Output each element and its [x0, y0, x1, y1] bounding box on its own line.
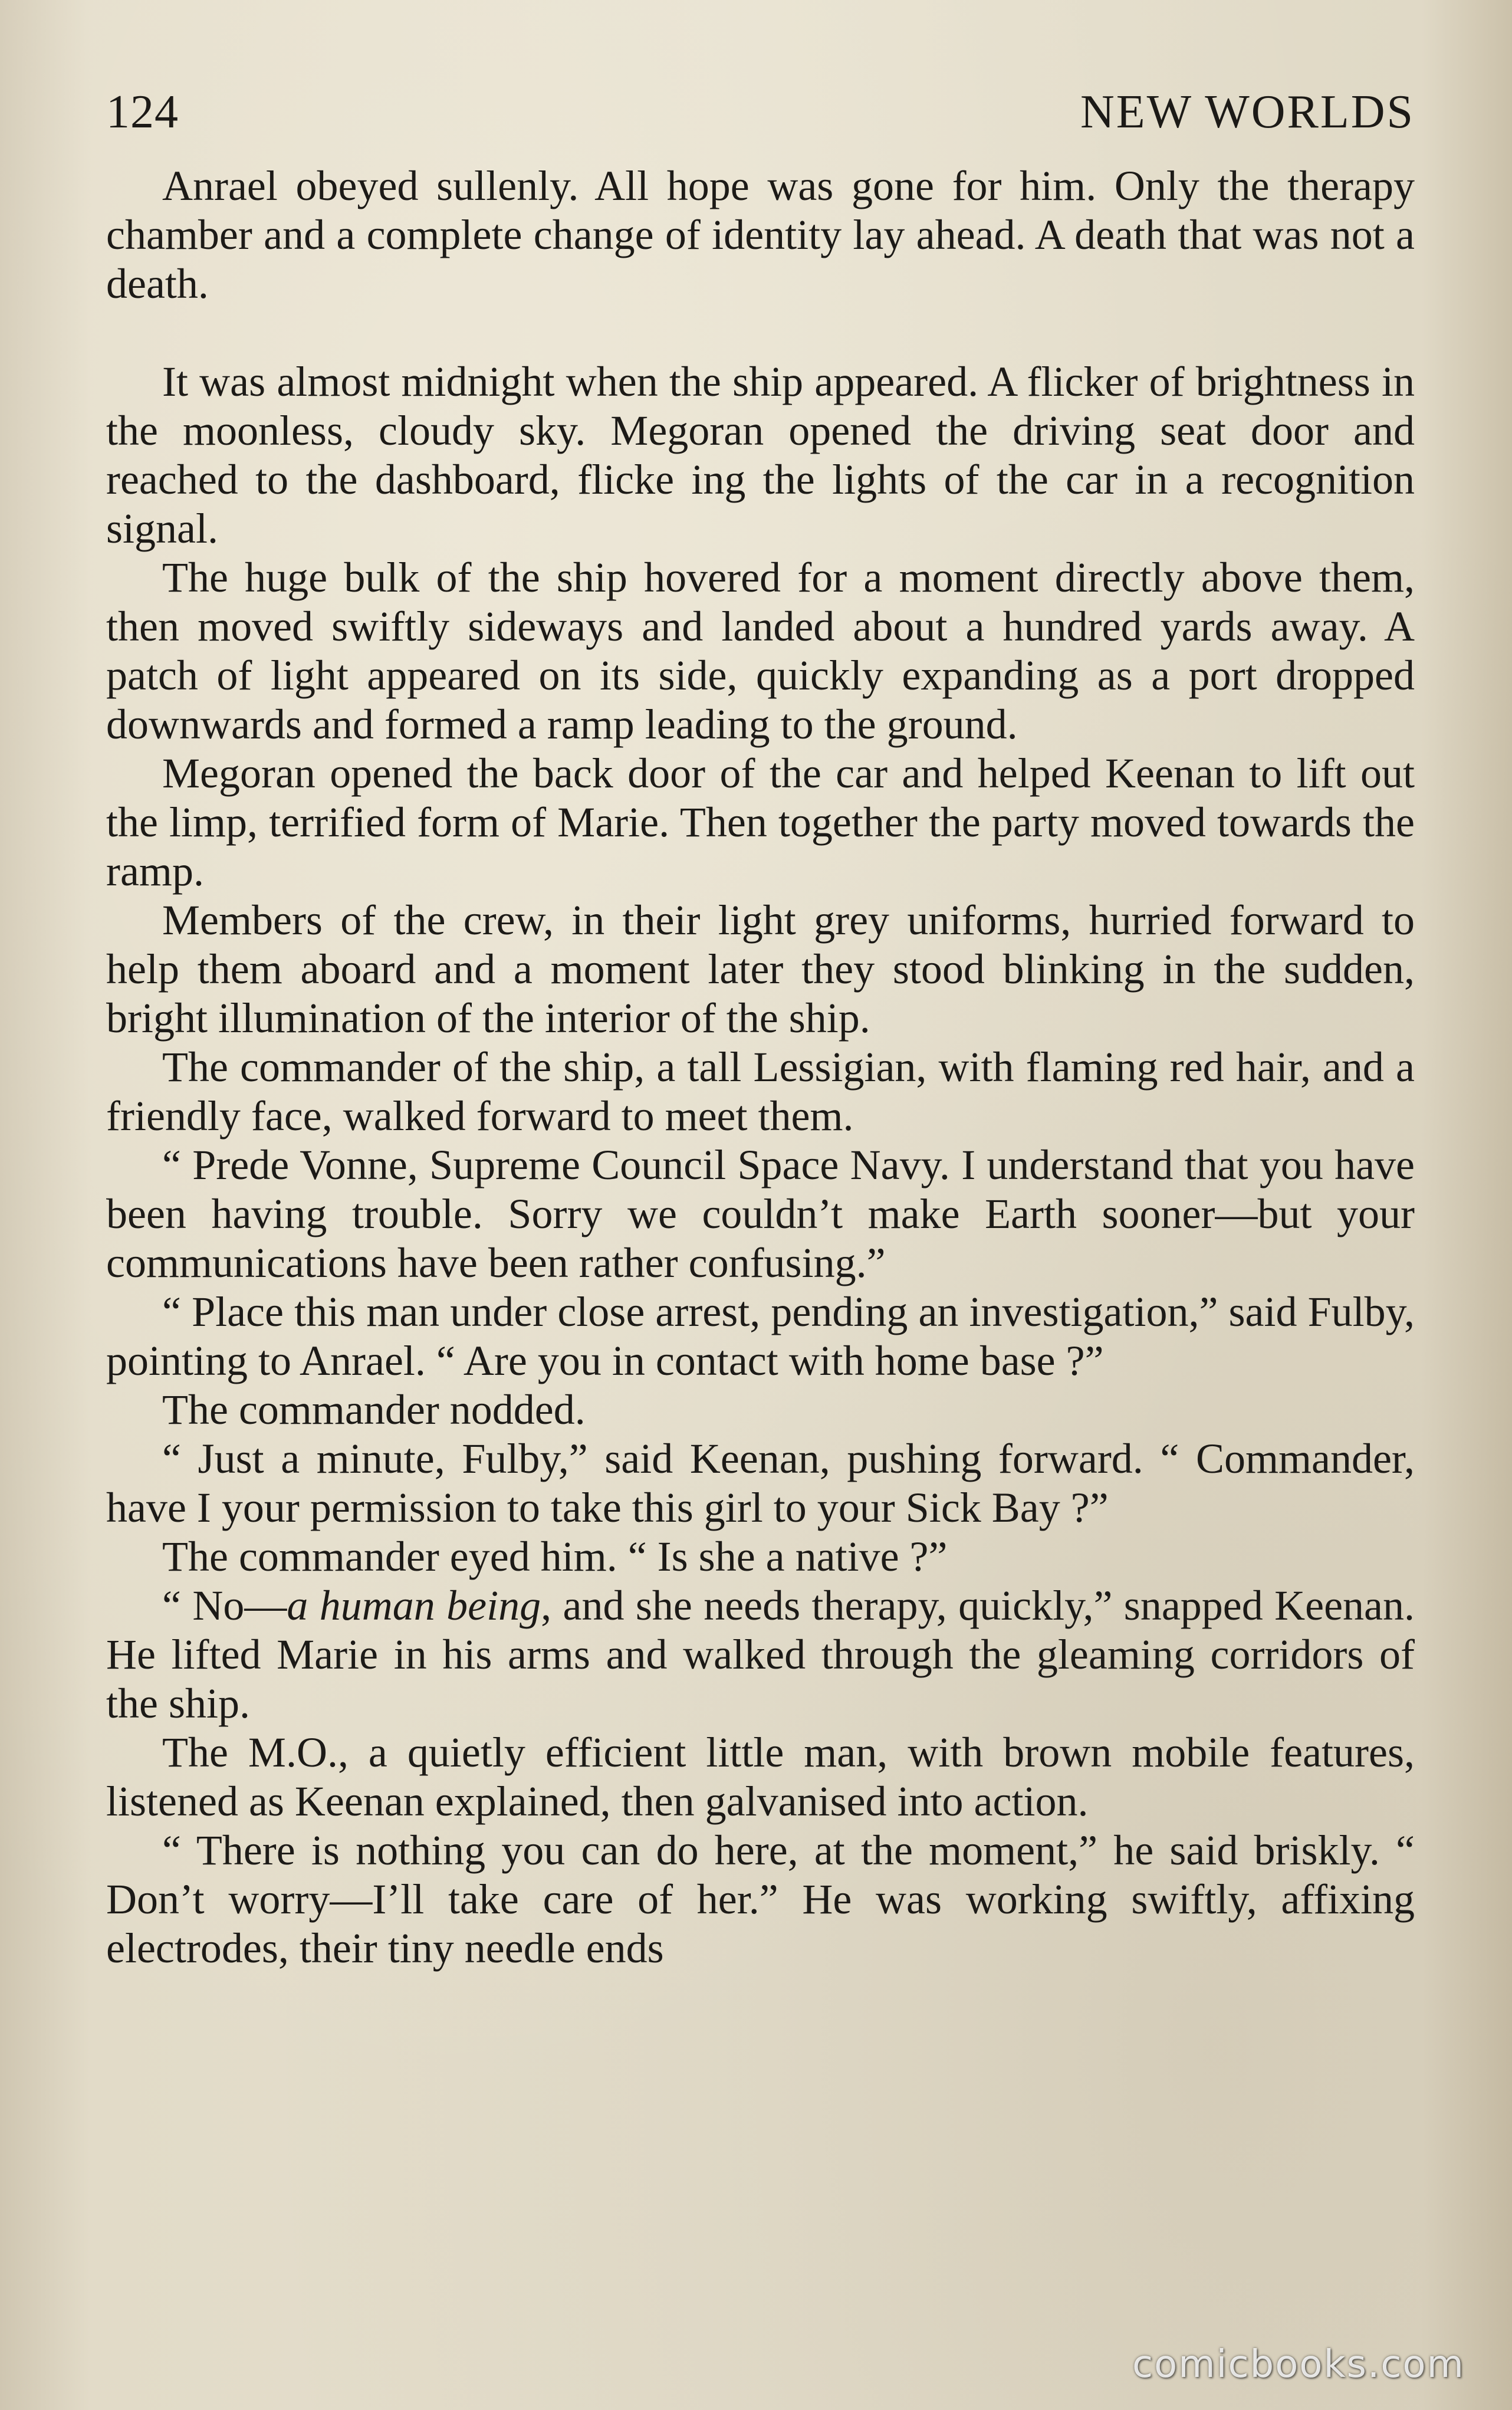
- paragraph: [106, 1581, 1415, 1728]
- paragraph: The commander eyed him. “ Is she a native ?”: [162, 1533, 948, 1580]
- paragraph-text: , and she needs therapy, quickly,” snapped Keenan. He lifted Marie in his arms and walked through the gleaming corridors of the ship.: [106, 1582, 1415, 1727]
- paragraph: It was almost midnight when the ship appeared. A flicker of brightness in the moonless, cloudy sky. Megoran opened the driving seat door and reached to the dashboard, flicke ing the lights of the car in a recognition signal.: [106, 358, 1415, 552]
- paragraph: The huge bulk of the ship hovered for a moment directly above them, then moved swiftly sideways and landed about a hundred yards away. A patch of light appeared on its side, quickly expanding as a port dropped downwards and formed a ramp leading to the ground.: [106, 554, 1415, 748]
- paragraph: “ Prede Vonne, Supreme Council Space Navy. I understand that you have been having trouble. Sorry we couldn’t make Earth sooner—but your communications have been rather confusing.”: [106, 1141, 1415, 1286]
- paragraph: Megoran opened the back door of the car and helped Keenan to lift out the limp, terrified form of Marie. Then together the party moved towards the ramp.: [106, 750, 1415, 895]
- journal-title: NEW WORLDS: [1080, 86, 1415, 138]
- page-number: 124: [106, 86, 179, 138]
- paragraph: Anrael obeyed sullenly. All hope was gone for him. Only the therapy chamber and a complete change of identity lay ahead. A death that was not a death.: [106, 162, 1415, 307]
- paragraph: “ Place this man under close arrest, pending an investigation,” said Fulby, pointing to Anrael. “ Are you in contact with home base ?”: [106, 1288, 1415, 1384]
- running-head: [106, 88, 1415, 136]
- emphasis-text: a human being: [287, 1582, 541, 1629]
- paragraph: The M.O., a quietly efficient little man, with brown mobile features, listened as Keenan explained, then galvanised into action.: [106, 1729, 1415, 1825]
- paragraph: Members of the crew, in their light grey uniforms, hurried forward to help them aboard and a moment later they stood blinking in the sudden, bright illumination of the interior of the ship.: [106, 897, 1415, 1042]
- paragraph: “ There is nothing you can do here, at the moment,” he said briskly. “ Don’t worry—I’ll take care of her.” He was working swiftly, affixing electrodes, their tiny needle ends: [106, 1827, 1415, 1972]
- paragraph: “ Just a minute, Fulby,” said Keenan, pushing forward. “ Commander, have I your permission to take this girl to your Sick Bay ?”: [106, 1435, 1415, 1531]
- paragraph: The commander of the ship, a tall Lessigian, with flaming red hair, and a friendly face, walked forward to meet them.: [106, 1043, 1415, 1140]
- watermark: comicbooks.com: [1132, 2343, 1465, 2386]
- paragraph-text: “ No—: [162, 1582, 287, 1629]
- body-text: [106, 162, 1415, 1973]
- paragraph: The commander nodded.: [162, 1386, 586, 1433]
